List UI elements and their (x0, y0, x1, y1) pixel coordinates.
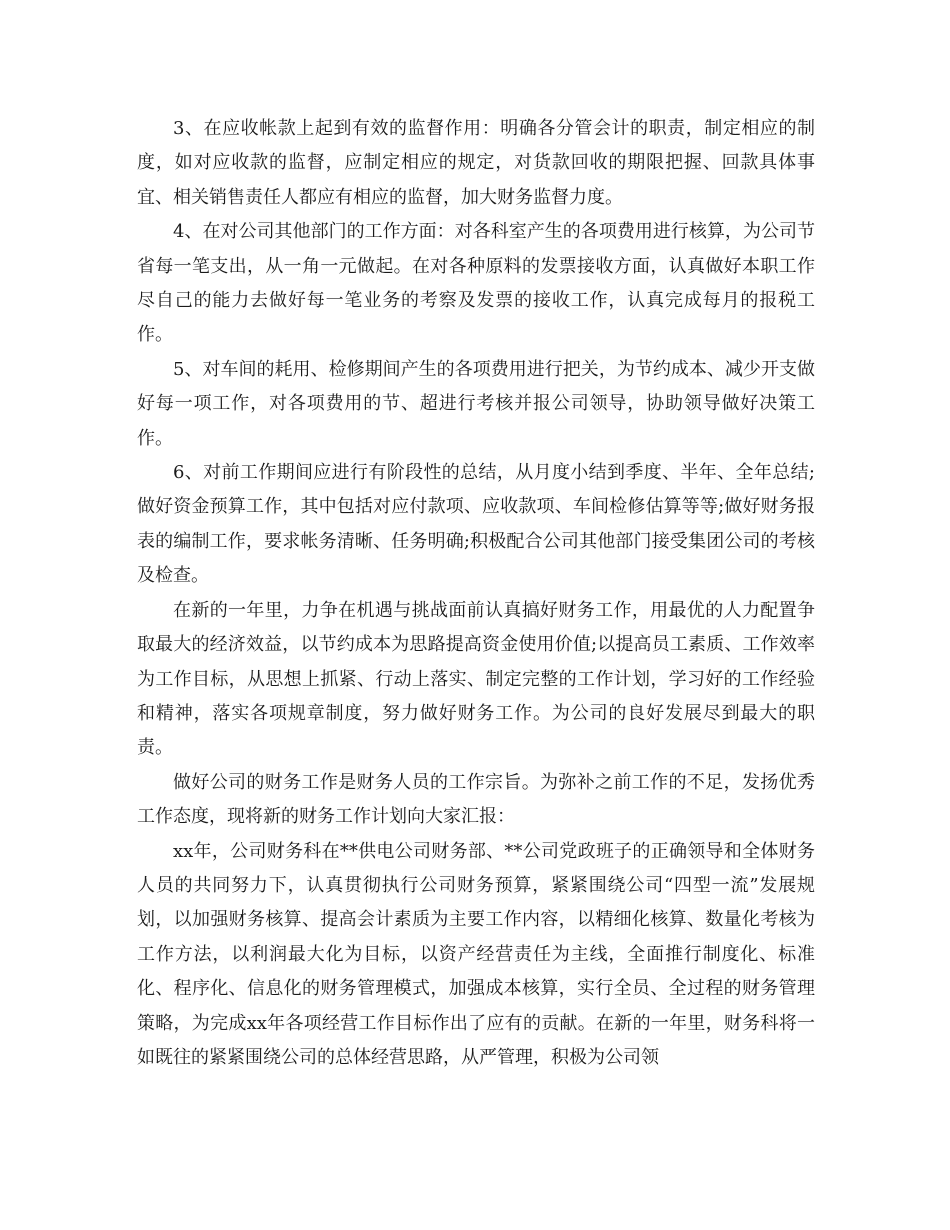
document-body (137, 112, 815, 1075)
paragraph-work-tenet: 做好公司的财务工作是财务人员的工作宗旨。为弥补之前工作的不足，发扬优秀工作态度，现将新的财务工作计划向大家汇报： (137, 771, 815, 828)
paragraph-item-6: 6、对前工作期间应进行有阶段性的总结，从月度小结到季度、半年、全年总结;做好资金预算工作，其中包括对应付款项、应收款项、车间检修估算等等;做好财务报表的编制工作，要求帐务清晰、任务明确;积极配合公司其他部门接受集团公司的考核及检查。 (137, 462, 815, 587)
paragraph-annual-summary: xx年，公司财务科在**供电公司财务部、**公司党政班子的正确领导和全体财务人员的共同努力下，认真贯彻执行公司财务预算，紧紧围绕公司“四型一流”发展规划，以加强财务核算、提高会计素质为主要工作内容，以精细化核算、数量化考核为工作方法，以利润最大化为目标，以资产经营责任为主线，全面推行制度化、标准化、程序化、信息化的财务管理模式，加强成本核算，实行全员、全过程的财务管理策略，为完成xx年各项经营工作目标作出了应有的贡献。在新的一年里，财务科将一如既往的紧紧围绕公司的总体经营思路，从严管理，积极为公司领 (137, 840, 815, 1068)
paragraph-item-5: 5、对车间的耗用、检修期间产生的各项费用进行把关，为节约成本、减少开支做好每一项工作，对各项费用的节、超进行考核并报公司领导，协助领导做好决策工作。 (137, 358, 815, 449)
paragraph-item-4: 4、在对公司其他部门的工作方面：对各科室产生的各项费用进行核算，为公司节省每一笔支出，从一角一元做起。在对各种原料的发票接收方面，认真做好本职工作尽自己的能力去做好每一笔业务的考察及发票的接收工作，认真完成每月的报税工作。 (137, 221, 815, 346)
paragraph-item-3: 3、在应收帐款上起到有效的监督作用：明确各分管会计的职责，制定相应的制度，如对应收款的监督，应制定相应的规定，对货款回收的期限把握、回款具体事宜、相关销售责任人都应有相应的监督，加大财务监督力度。 (137, 118, 815, 208)
paragraph-new-year-plan: 在新的一年里，力争在机遇与挑战面前认真搞好财务工作，用最优的人力配置争取最大的经济效益，以节约成本为思路提高资金使用价值;以提高员工素质、工作效率为工作目标，从思想上抓紧、行动上落实、制定完整的工作计划，学习好的工作经验和精神，落实各项规章制度，努力做好财务工作。为公司的良好发展尽到最大的职责。 (137, 599, 815, 759)
